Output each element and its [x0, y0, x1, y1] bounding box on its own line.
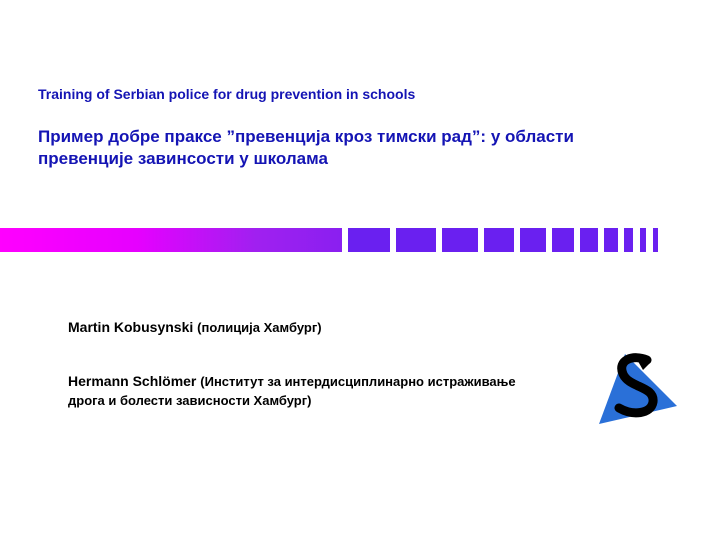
subtitle-english: Training of Serbian police for drug prevention in schools	[38, 86, 416, 102]
band-segment	[348, 228, 390, 252]
band-segment	[552, 228, 574, 252]
band-segment	[640, 228, 646, 252]
author-affiliation: (Институт за интердисциплинарно истраживање	[200, 374, 516, 389]
band-segment	[604, 228, 618, 252]
author-2	[68, 372, 598, 410]
band-segment	[624, 228, 633, 252]
band-segment	[580, 228, 598, 252]
band-segment	[484, 228, 514, 252]
institute-s-logo-icon	[595, 350, 681, 428]
decorative-band	[0, 228, 660, 252]
author-affiliation: (полиција Хамбург)	[197, 320, 322, 335]
author-name: Martin Kobusynski	[68, 319, 194, 335]
band-gradient	[0, 228, 342, 252]
slide-title: Пример добре праксе ”превенција кроз тимски рад”: у области превенције завинсости у школама	[38, 127, 574, 168]
author-affiliation-line2: дрога и болести зависности Хамбург)	[68, 393, 312, 408]
author-name: Hermann Schlömer	[68, 373, 197, 389]
band-segment	[442, 228, 478, 252]
band-segment	[396, 228, 436, 252]
band-segment	[653, 228, 658, 252]
author-1	[68, 319, 608, 335]
band-segment	[520, 228, 546, 252]
